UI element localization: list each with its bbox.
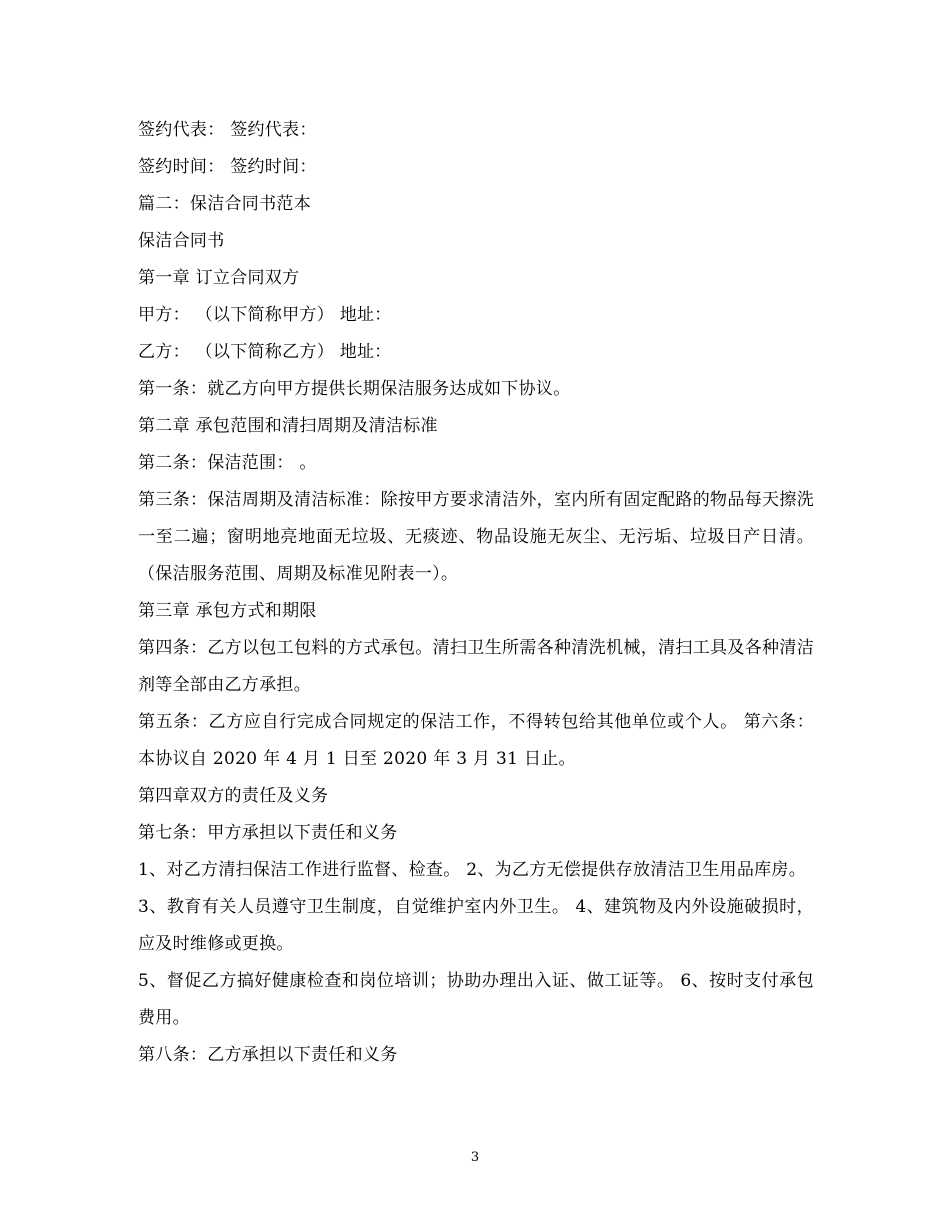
items-one-two: 1、对乙方清扫保洁工作进行监督、检查。 2、为乙方无偿提供存放清洁卫生用品库房。 bbox=[138, 860, 807, 880]
chapter-four-heading: 第四章双方的责任及义务 bbox=[138, 786, 329, 806]
article-one: 第一条：就乙方向甲方提供长期保洁服务达成如下协议。 bbox=[138, 379, 571, 399]
page-number: 3 bbox=[470, 1150, 480, 1165]
article-two: 第二条：保洁范围： 。 bbox=[138, 453, 317, 473]
part-two-heading: 篇二：保洁合同书范本 bbox=[138, 194, 311, 214]
article-three: 第三条：保洁周期及清洁标准：除按甲方要求清洁外，室内所有固定配路的物品每天擦洗一至二遍；窗明地亮地面无垃圾、无痰迹、物品设施无灰尘、无污垢、垃圾日产日清。（保洁服务范围、周期及标准见附表一）。 bbox=[138, 490, 814, 584]
article-five-six: 第五条：乙方应自行完成合同规定的保洁工作，不得转包给其他单位或个人。 第六条：本协议自 2020 年 4 月 1 日至 2020 年 3 月 31 日止。 bbox=[138, 712, 814, 769]
party-b-line: 乙方： （以下简称乙方） 地址： bbox=[138, 342, 392, 362]
document-body bbox=[138, 112, 814, 1074]
signing-date-line: 签约时间： 签约时间： bbox=[138, 157, 317, 177]
contract-title: 保洁合同书 bbox=[138, 231, 225, 251]
article-eight: 第八条：乙方承担以下责任和义务 bbox=[138, 1045, 398, 1065]
article-seven: 第七条：甲方承担以下责任和义务 bbox=[138, 823, 398, 843]
items-five-six: 5、督促乙方搞好健康检查和岗位培训；协助办理出入证、做工证等。 6、按时支付承包费用。 bbox=[138, 971, 814, 1028]
chapter-two-heading: 第二章 承包范围和清扫周期及清洁标准 bbox=[138, 416, 438, 436]
article-four: 第四条：乙方以包工包料的方式承包。清扫卫生所需各种清洗机械，清扫工具及各种清洁剂等全部由乙方承担。 bbox=[138, 638, 814, 695]
chapter-one-heading: 第一章 订立合同双方 bbox=[138, 268, 300, 288]
signing-representative-line: 签约代表： 签约代表： bbox=[138, 120, 317, 140]
party-a-line: 甲方： （以下简称甲方） 地址： bbox=[138, 305, 392, 325]
items-three-four: 3、教育有关人员遵守卫生制度，自觉维护室内外卫生。 4、建筑物及内外设施破损时，应及时维修或更换。 bbox=[138, 897, 814, 954]
chapter-three-heading: 第三章 承包方式和期限 bbox=[138, 601, 317, 621]
